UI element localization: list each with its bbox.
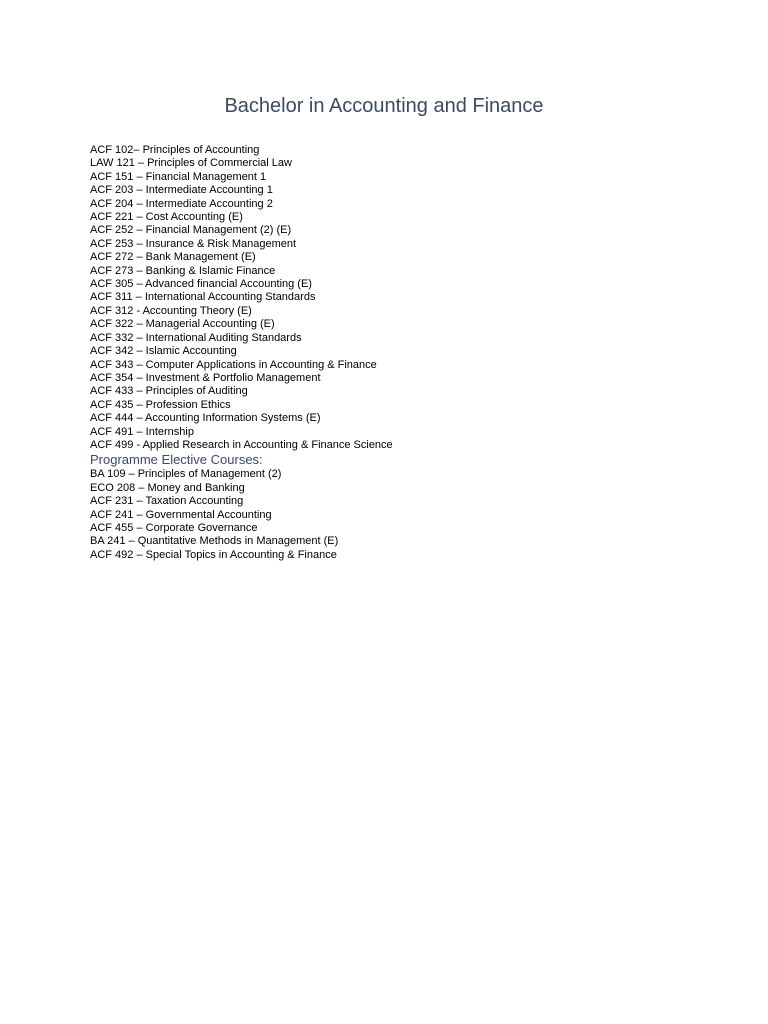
course-list [90,144,730,562]
course-item: ACF 305 – Advanced financial Accounting (E) [90,278,312,291]
course-item: ACF 273 – Banking & Islamic Finance [90,264,276,277]
course-item: ACF 272 – Bank Management (E) [90,251,256,264]
course-item: ACF 491 – Internship [90,425,194,438]
course-item: ACF 354 – Investment & Portfolio Management [90,371,321,384]
course-item: LAW 121 – Principles of Commercial Law [90,157,292,170]
course-item: ACF 252 – Financial Management (2) (E) [90,224,292,237]
course-item: ACF 204 – Intermediate Accounting 2 [90,197,273,210]
course-item: ACF 343 – Computer Applications in Accounting & Finance [90,358,377,371]
elective-heading: Programme Elective Courses: [90,452,263,468]
elective-course-item: ACF 231 – Taxation Accounting [90,495,244,508]
elective-course-item: ACF 492 – Special Topics in Accounting & Finance [90,548,337,561]
course-item: ACF 444 – Accounting Information Systems (E) [90,412,321,425]
elective-course-item: ACF 241 – Governmental Accounting [90,508,272,521]
elective-course-item: ACF 455 – Corporate Governance [90,521,258,534]
course-item: ACF 435 – Profession Ethics [90,398,231,411]
course-item: ACF 151 – Financial Management 1 [90,170,267,183]
elective-course-item: ECO 208 – Money and Banking [90,481,245,494]
course-item: ACF 332 – International Auditing Standards [90,331,302,344]
course-item: ACF 322 – Managerial Accounting (E) [90,318,275,331]
course-item: ACF 312 - Accounting Theory (E) [90,304,252,317]
course-item: ACF 203 – Intermediate Accounting 1 [90,184,273,197]
core-course-list [90,144,730,452]
course-item: ACF 433 – Principles of Auditing [90,385,248,398]
elective-course-list [90,468,730,562]
document-title: Bachelor in Accounting and Finance [224,95,544,117]
course-item: ACF 311 – International Accounting Standards [90,291,316,304]
course-item: ACF 221 – Cost Accounting (E) [90,211,243,224]
course-item: ACF 253 – Insurance & Risk Management [90,237,297,250]
elective-course-item: BA 241 – Quantitative Methods in Management (E) [90,535,339,548]
course-item: ACF 499 - Applied Research in Accounting & Finance Science [90,438,393,451]
course-item: ACF 102– Principles of Accounting [90,144,260,156]
elective-course-item: BA 109 – Principles of Management (2) [90,468,282,481]
course-item: ACF 342 – Islamic Accounting [90,345,237,358]
